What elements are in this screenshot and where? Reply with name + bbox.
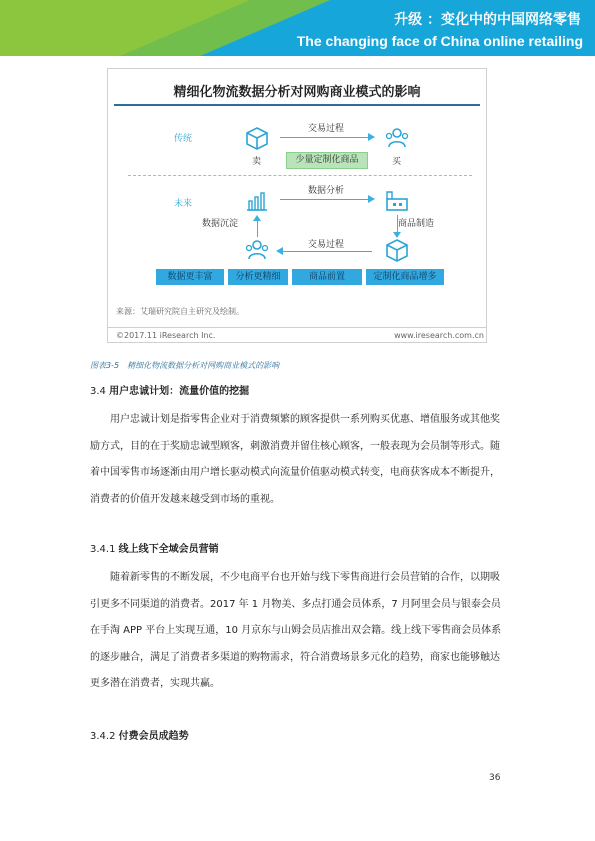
row-label-future: 未来 [174,199,193,209]
figure-box [107,68,487,343]
figure-source: 来源：艾瑞研究院自主研究及绘制。 [116,307,244,316]
section-341-title: 线上线下全域会员营销 [118,544,219,555]
fut-make-label: 商品制造 [398,219,435,229]
users-icon [244,237,270,263]
header-banner [0,0,595,56]
fut-deposit-label: 数据沉淀 [202,219,239,229]
fut-box-4: 定制化商品增多 [366,269,444,285]
fut-up-arrow [257,219,258,237]
fut-analysis-arrow-head [368,195,375,203]
section-341-number: 3.4.1 [90,544,116,555]
paragraph-2: 随着新零售的不断发展，不少电商平台也开始与线下零售商进行会员营销的合作，以期吸引更多不同渠道的消费者。2017 年 1 月物美、多点打通会员体系，7 月阿里会员与银泰会员在手淘 APP 平台上实现互通，10 月京东与山姆会员店推出双会籍。线上线下零售商会员体系的逐步融合，满足了消费者多渠道的购物需求，符合消费场景多元化的趋势，商家也能够触达更多潜在消费者，实现共赢。 [90,572,502,689]
section-342-number: 3.4.2 [90,731,116,742]
users-icon [384,125,410,151]
factory-icon [384,187,410,213]
row-label-traditional: 传统 [174,134,193,144]
trad-sell-label: 卖 [252,157,262,167]
trad-trade-label: 交易过程 [308,124,345,134]
fut-analysis-label: 数据分析 [308,186,345,196]
box-icon [384,237,410,263]
fut-trade-arrow [280,251,372,252]
trad-arrow-head [368,133,375,141]
section-342-heading [90,727,189,742]
fut-box-3: 商品前置 [292,269,362,285]
page-number: 36 [489,773,501,783]
figure-title-rule [114,104,480,106]
fut-box-2: 分析更精细 [228,269,288,285]
figure-website: www.iresearch.com.cn [394,331,484,340]
paragraph-1: 用户忠诚计划是指零售企业对于消费频繁的顾客提供一系列购买优惠、增值服务或其他奖励方式，目的在于奖励忠诚型顾客，刺激消费并留住核心顾客，一般表现为会员制等形式。随着中国零售市场逐渐由用户增长驱动模式向流量价值驱动模式转变，电商获客成本不断提升，消费者的价值开发越来越受到市场的重视。 [90,414,500,505]
fut-trade-label: 交易过程 [308,240,345,250]
trad-custom-box: 少量定制化商品 [286,152,368,169]
chart-icon [244,187,270,213]
figure-copyright: ©2017.11 iResearch Inc. [116,331,216,340]
section-34-title: 用户忠诚计划：流量价值的挖掘 [109,386,250,397]
row-divider [128,175,472,176]
header-title-en: The changing face of China online retailing [296,33,583,49]
fut-trade-arrow-head [276,247,283,255]
trad-buy-label: 买 [392,157,402,167]
figure-caption: 图表3-5 精细化物流数据分析对网购商业模式的影响 [90,361,280,370]
section-341-heading [90,540,219,555]
section-342-title: 付费会员成趋势 [118,731,189,742]
section-34-heading [90,382,249,397]
trad-arrow [280,137,372,138]
header-title-cn: 升级 ：变化中的中国网络零售 [394,12,581,28]
section-34-number: 3.4 [90,386,106,397]
box-icon [244,125,270,151]
fut-up-arrow-head [253,215,261,221]
figure-footer-rule [108,327,486,328]
figure-title: 精细化物流数据分析对网购商业模式的影响 [173,85,421,100]
fut-analysis-arrow [280,199,372,200]
fut-box-1: 数据更丰富 [156,269,224,285]
fut-down-arrow [397,215,398,233]
